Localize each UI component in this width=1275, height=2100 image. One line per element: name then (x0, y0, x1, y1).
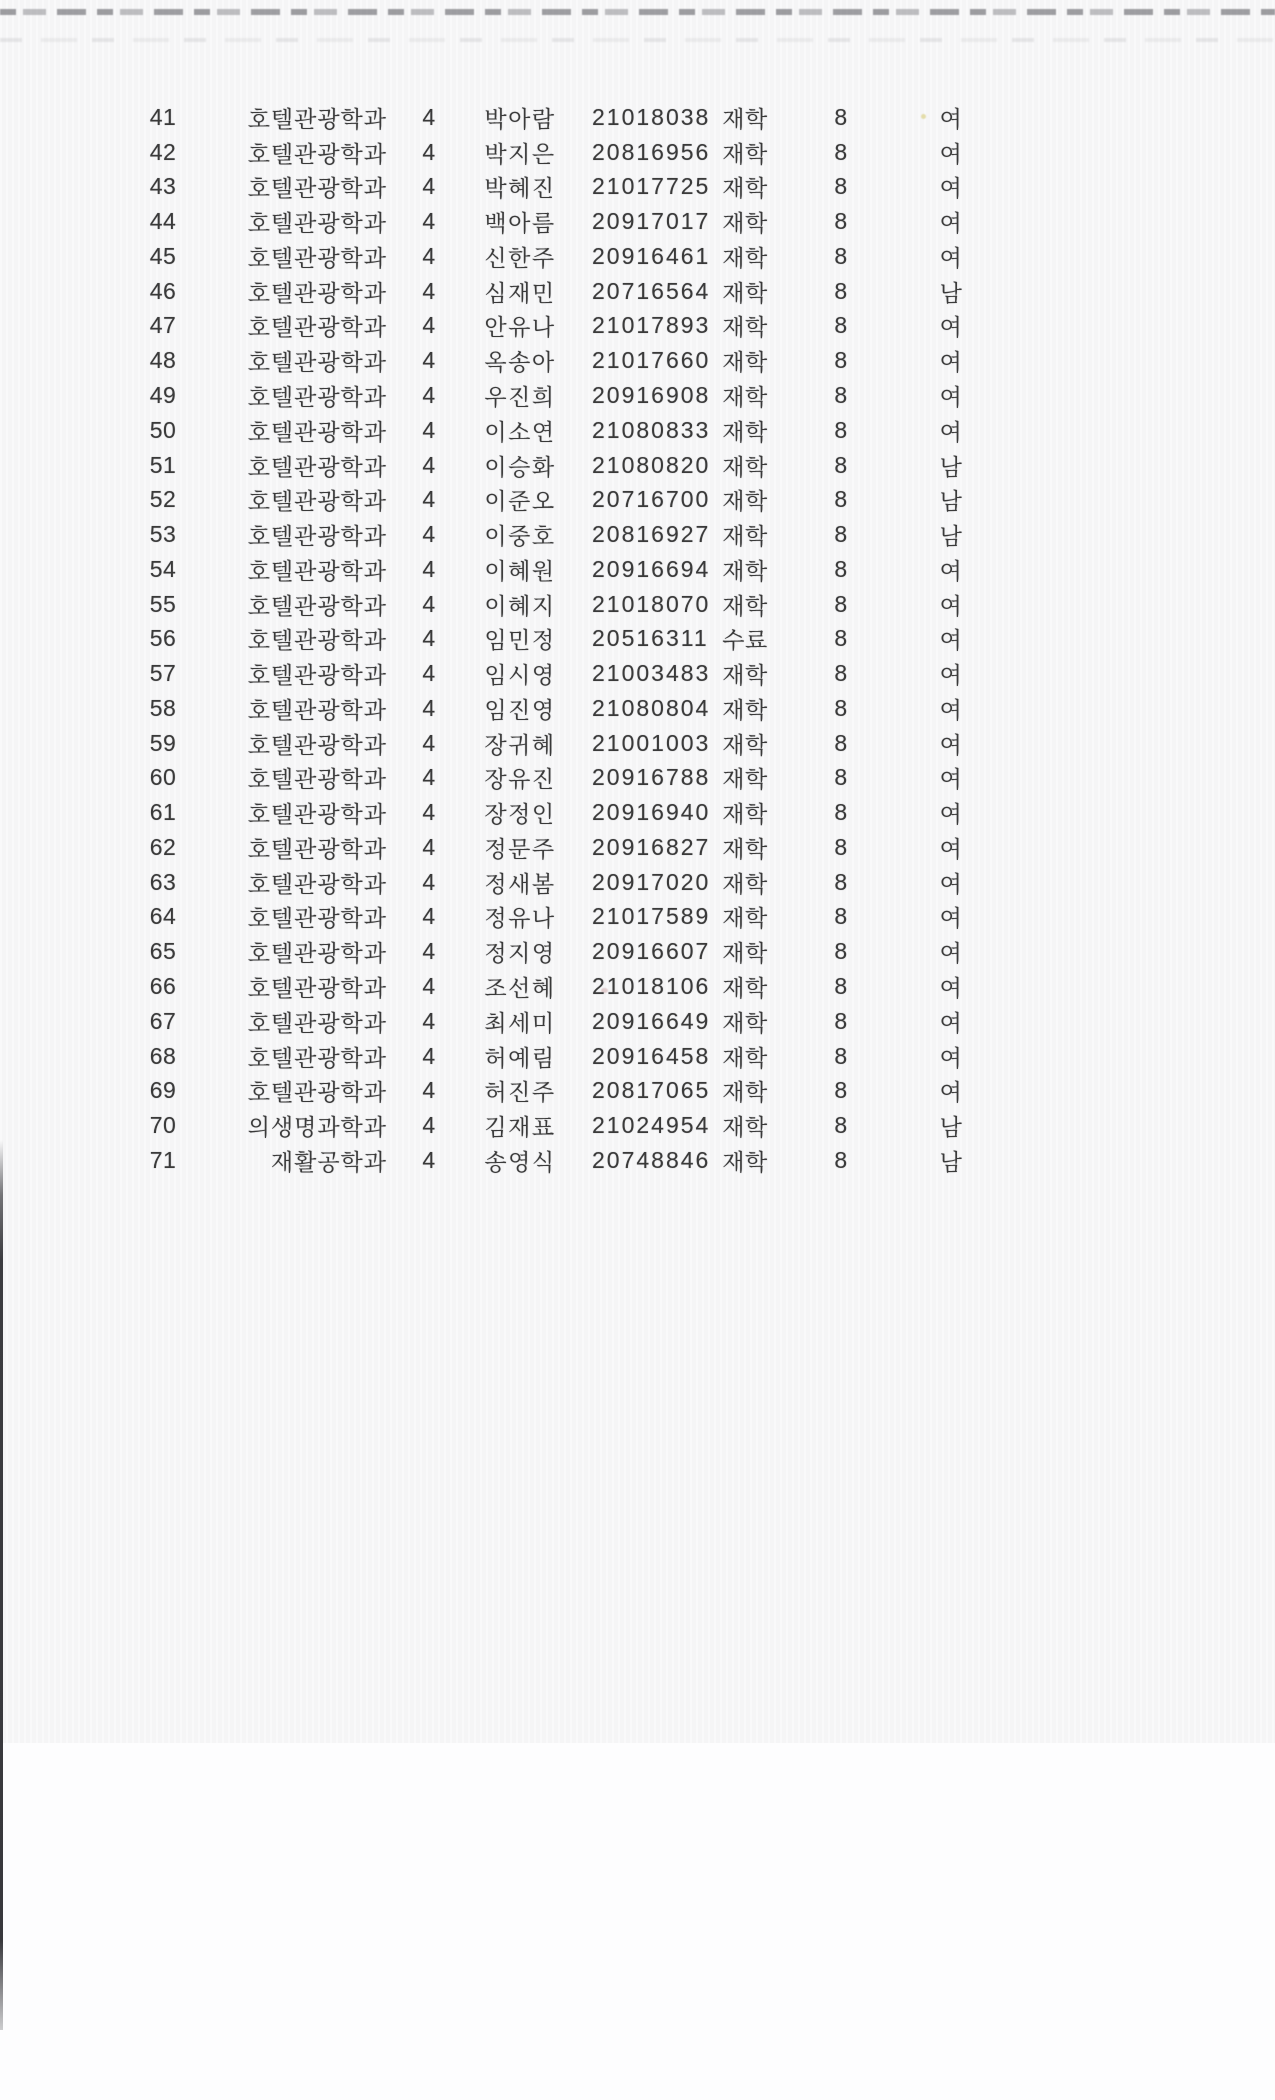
grade-cell: 4 (422, 451, 436, 478)
table-row (110, 934, 1018, 969)
grade-cell: 4 (422, 903, 436, 930)
table-row (110, 239, 1018, 274)
enrollment-status-cell: 수료 (722, 627, 768, 654)
semester-cell: 8 (834, 903, 848, 930)
enrollment-status-cell: 재학 (722, 488, 768, 515)
student-id-cell: 21024954 (592, 1112, 711, 1139)
row-number: 54 (149, 555, 177, 582)
gender-cell: 여 (939, 662, 963, 689)
enrollment-status-cell: 재학 (722, 210, 768, 237)
gender-cell: 여 (939, 592, 963, 619)
semester-cell: 8 (834, 694, 848, 721)
student-id-cell: 21017660 (592, 347, 711, 374)
grade-cell: 4 (422, 277, 436, 304)
department-cell: 호텔관광학과 (247, 766, 387, 793)
student-name-cell: 박혜진 (484, 175, 556, 202)
gender-cell: 여 (939, 210, 963, 237)
row-number: 64 (149, 903, 177, 930)
student-name-cell: 이중호 (484, 523, 556, 550)
department-cell: 의생명과학과 (247, 1114, 387, 1141)
semester-cell: 8 (834, 973, 848, 1000)
semester-cell: 8 (834, 103, 848, 130)
semester-cell: 8 (834, 555, 848, 582)
table-row (110, 482, 1018, 517)
student-id-cell: 20816927 (592, 521, 711, 548)
row-number: 70 (149, 1112, 177, 1139)
student-roster-table (110, 100, 1018, 1178)
department-cell: 호텔관광학과 (247, 835, 387, 862)
row-number: 55 (149, 590, 177, 617)
gender-cell: 여 (939, 349, 963, 376)
student-id-cell: 20916788 (592, 764, 711, 791)
grade-cell: 4 (422, 1077, 436, 1104)
row-number: 51 (149, 451, 177, 478)
student-id-cell: 21080820 (592, 451, 711, 478)
gender-cell: 여 (939, 731, 963, 758)
student-name-cell: 이혜지 (484, 592, 556, 619)
row-number: 58 (149, 694, 177, 721)
student-id-cell: 20916607 (592, 938, 711, 965)
table-row (110, 1073, 1018, 1108)
enrollment-status-cell: 재학 (722, 175, 768, 202)
grade-cell: 4 (422, 1146, 436, 1173)
enrollment-status-cell: 재학 (722, 418, 768, 445)
department-cell: 호텔관광학과 (247, 140, 387, 167)
table-row (110, 204, 1018, 239)
table-row (110, 378, 1018, 413)
student-id-cell: 21080804 (592, 694, 711, 721)
student-id-cell: 20917020 (592, 868, 711, 895)
table-row (110, 274, 1018, 309)
scan-noise-band-top (0, 9, 1275, 15)
semester-cell: 8 (834, 625, 848, 652)
grade-cell: 4 (422, 1112, 436, 1139)
grade-cell: 4 (422, 938, 436, 965)
student-id-cell: 20916649 (592, 1007, 711, 1034)
gender-cell: 여 (939, 870, 963, 897)
grade-cell: 4 (422, 312, 436, 339)
student-id-cell: 21017589 (592, 903, 711, 930)
row-number: 57 (149, 660, 177, 687)
student-id-cell: 20916458 (592, 1042, 711, 1069)
department-cell: 호텔관광학과 (247, 384, 387, 410)
department-cell: 호텔관광학과 (247, 175, 387, 202)
enrollment-status-cell: 재학 (722, 731, 768, 758)
semester-cell: 8 (834, 208, 848, 235)
student-name-cell: 신한주 (484, 244, 556, 271)
table-row (110, 621, 1018, 656)
gender-cell: 남 (939, 1148, 963, 1175)
semester-cell: 8 (834, 868, 848, 895)
table-row (110, 969, 1018, 1004)
row-number: 67 (149, 1007, 177, 1034)
department-cell: 호텔관광학과 (247, 244, 387, 271)
department-cell: 호텔관광학과 (247, 105, 387, 132)
grade-cell: 4 (422, 1007, 436, 1034)
row-number: 46 (149, 277, 177, 304)
enrollment-status-cell: 재학 (722, 523, 768, 550)
department-cell: 호텔관광학과 (247, 453, 387, 480)
enrollment-status-cell: 재학 (722, 557, 768, 584)
semester-cell: 8 (834, 242, 848, 269)
student-name-cell: 임민정 (484, 627, 556, 654)
row-number: 42 (149, 138, 177, 165)
row-number: 49 (149, 382, 177, 408)
row-number: 43 (149, 173, 177, 200)
table-row (110, 135, 1018, 170)
table-row (110, 100, 1018, 135)
row-number: 65 (149, 938, 177, 965)
table-row (110, 900, 1018, 935)
semester-cell: 8 (834, 486, 848, 513)
enrollment-status-cell: 재학 (722, 835, 768, 862)
grade-cell: 4 (422, 868, 436, 895)
department-cell: 호텔관광학과 (247, 210, 387, 237)
department-cell: 호텔관광학과 (247, 1044, 387, 1071)
grade-cell: 4 (422, 973, 436, 1000)
table-row (110, 1039, 1018, 1074)
enrollment-status-cell: 재학 (722, 975, 768, 1002)
semester-cell: 8 (834, 521, 848, 548)
semester-cell: 8 (834, 1112, 848, 1139)
gender-cell: 여 (939, 940, 963, 967)
row-number: 41 (149, 103, 177, 130)
page-edge-shadow-line (0, 1140, 3, 2030)
table-row (110, 691, 1018, 726)
grade-cell: 4 (422, 103, 436, 130)
student-name-cell: 정지영 (484, 940, 556, 967)
enrollment-status-cell: 재학 (722, 662, 768, 689)
grade-cell: 4 (422, 555, 436, 582)
student-id-cell: 20916694 (592, 555, 711, 582)
row-number: 68 (149, 1042, 177, 1069)
row-number: 71 (149, 1146, 177, 1173)
gender-cell: 여 (939, 244, 963, 271)
grade-cell: 4 (422, 416, 436, 443)
grade-cell: 4 (422, 138, 436, 165)
student-name-cell: 허진주 (484, 1079, 556, 1106)
semester-cell: 8 (834, 1042, 848, 1069)
semester-cell: 8 (834, 1077, 848, 1104)
student-name-cell: 정문주 (484, 835, 556, 862)
student-id-cell: 21080833 (592, 416, 711, 443)
scanner-bed-area (0, 1743, 1275, 2100)
department-cell: 호텔관광학과 (247, 523, 387, 550)
grade-cell: 4 (422, 486, 436, 513)
table-row (110, 726, 1018, 761)
department-cell: 호텔관광학과 (247, 627, 387, 654)
student-name-cell: 이소연 (484, 418, 556, 445)
student-name-cell: 김재표 (484, 1114, 556, 1141)
semester-cell: 8 (834, 138, 848, 165)
student-id-cell: 20817065 (592, 1077, 711, 1104)
row-number: 45 (149, 242, 177, 269)
department-cell: 호텔관광학과 (247, 870, 387, 897)
gender-cell: 여 (939, 557, 963, 584)
department-cell: 호텔관광학과 (247, 314, 387, 341)
student-name-cell: 최세미 (484, 1009, 556, 1036)
student-name-cell: 정유나 (484, 905, 556, 932)
gender-cell: 남 (939, 523, 963, 550)
grade-cell: 4 (422, 764, 436, 791)
student-name-cell: 안유나 (484, 314, 556, 341)
grade-cell: 4 (422, 382, 436, 408)
student-id-cell: 20916940 (592, 799, 711, 826)
gender-cell: 여 (939, 1009, 963, 1036)
enrollment-status-cell: 재학 (722, 314, 768, 341)
row-number: 52 (149, 486, 177, 513)
row-number: 48 (149, 347, 177, 374)
semester-cell: 8 (834, 173, 848, 200)
enrollment-status-cell: 재학 (722, 453, 768, 480)
row-number: 66 (149, 973, 177, 1000)
gender-cell: 남 (939, 453, 963, 480)
grade-cell: 4 (422, 173, 436, 200)
grade-cell: 4 (422, 590, 436, 617)
department-cell: 호텔관광학과 (247, 940, 387, 967)
table-row (110, 865, 1018, 900)
enrollment-status-cell: 재학 (722, 1148, 768, 1175)
table-row (110, 413, 1018, 448)
student-name-cell: 정새봄 (484, 870, 556, 897)
semester-cell: 8 (834, 660, 848, 687)
row-number: 62 (149, 833, 177, 860)
semester-cell: 8 (834, 347, 848, 374)
student-name-cell: 옥송아 (484, 349, 556, 376)
grade-cell: 4 (422, 347, 436, 374)
student-name-cell: 심재민 (484, 279, 556, 306)
row-number: 60 (149, 764, 177, 791)
gender-cell: 여 (939, 140, 963, 167)
department-cell: 호텔관광학과 (247, 349, 387, 376)
student-name-cell: 박아람 (484, 105, 556, 132)
enrollment-status-cell: 재학 (722, 349, 768, 376)
student-id-cell: 21017893 (592, 312, 711, 339)
table-row (110, 656, 1018, 691)
enrollment-status-cell: 재학 (722, 279, 768, 306)
table-row (110, 761, 1018, 796)
table-row (110, 1004, 1018, 1039)
gender-cell: 남 (939, 1114, 963, 1141)
row-number: 47 (149, 312, 177, 339)
semester-cell: 8 (834, 451, 848, 478)
enrollment-status-cell: 재학 (722, 140, 768, 167)
table-row (110, 587, 1018, 622)
gender-cell: 남 (939, 488, 963, 515)
student-id-cell: 20816956 (592, 138, 711, 165)
gender-cell: 여 (939, 975, 963, 1002)
grade-cell: 4 (422, 833, 436, 860)
grade-cell: 4 (422, 660, 436, 687)
semester-cell: 8 (834, 1146, 848, 1173)
student-name-cell: 장귀혜 (484, 731, 556, 758)
department-cell: 호텔관광학과 (247, 557, 387, 584)
gender-cell: 여 (939, 835, 963, 862)
student-id-cell: 20516311 (592, 625, 709, 652)
student-id-cell: 20916908 (592, 382, 711, 408)
semester-cell: 8 (834, 416, 848, 443)
department-cell: 호텔관광학과 (247, 418, 387, 445)
table-row (110, 1143, 1018, 1178)
row-number: 61 (149, 799, 177, 826)
gender-cell: 여 (939, 801, 963, 828)
enrollment-status-cell: 재학 (722, 105, 768, 132)
table-row (110, 448, 1018, 483)
row-number: 50 (149, 416, 177, 443)
table-row (110, 517, 1018, 552)
grade-cell: 4 (422, 208, 436, 235)
gender-cell: 여 (939, 1044, 963, 1071)
enrollment-status-cell: 재학 (722, 592, 768, 619)
scan-noise-band-secondary (0, 38, 1275, 42)
student-name-cell: 이준오 (484, 488, 556, 515)
student-name-cell: 허예림 (484, 1044, 556, 1071)
enrollment-status-cell: 재학 (722, 905, 768, 932)
row-number: 56 (149, 625, 177, 652)
semester-cell: 8 (834, 833, 848, 860)
grade-cell: 4 (422, 242, 436, 269)
semester-cell: 8 (834, 590, 848, 617)
gender-cell: 여 (939, 105, 963, 132)
student-id-cell: 21001003 (592, 729, 711, 756)
enrollment-status-cell: 재학 (722, 1009, 768, 1036)
department-cell: 호텔관광학과 (247, 279, 387, 306)
row-number: 63 (149, 868, 177, 895)
grade-cell: 4 (422, 521, 436, 548)
student-name-cell: 이혜원 (484, 557, 556, 584)
student-name-cell: 백아름 (484, 210, 556, 237)
row-number: 69 (149, 1077, 177, 1104)
semester-cell: 8 (834, 382, 848, 408)
department-cell: 호텔관광학과 (247, 662, 387, 689)
department-cell: 호텔관광학과 (247, 488, 387, 515)
table-row (110, 170, 1018, 205)
department-cell: 호텔관광학과 (247, 1009, 387, 1036)
enrollment-status-cell: 재학 (722, 766, 768, 793)
gender-cell: 여 (939, 1079, 963, 1106)
table-row (110, 1108, 1018, 1143)
student-name-cell: 장정인 (484, 801, 556, 828)
gender-cell: 여 (939, 175, 963, 202)
student-id-cell: 20716700 (592, 486, 711, 513)
department-cell: 호텔관광학과 (247, 1079, 387, 1106)
grade-cell: 4 (422, 729, 436, 756)
student-id-cell: 20916827 (592, 833, 711, 860)
enrollment-status-cell: 재학 (722, 696, 768, 723)
table-row (110, 309, 1018, 344)
gender-cell: 여 (939, 384, 963, 410)
gender-cell: 여 (939, 627, 963, 654)
table-row (110, 343, 1018, 378)
student-id-cell: 21018038 (592, 103, 711, 130)
enrollment-status-cell: 재학 (722, 384, 768, 410)
gender-cell: 여 (939, 314, 963, 341)
semester-cell: 8 (834, 312, 848, 339)
student-name-cell: 우진희 (484, 384, 556, 410)
department-cell: 호텔관광학과 (247, 905, 387, 932)
gender-cell: 남 (939, 279, 963, 306)
semester-cell: 8 (834, 729, 848, 756)
semester-cell: 8 (834, 938, 848, 965)
student-id-cell: 21018070 (592, 590, 711, 617)
table-row (110, 830, 1018, 865)
student-id-cell: 20917017 (592, 208, 711, 235)
department-cell: 호텔관광학과 (247, 975, 387, 1002)
enrollment-status-cell: 재학 (722, 244, 768, 271)
student-name-cell: 송영식 (484, 1148, 556, 1175)
student-id-cell: 21018106 (592, 973, 711, 1000)
department-cell: 호텔관광학과 (247, 696, 387, 723)
student-name-cell: 조선혜 (484, 975, 556, 1002)
gender-cell: 여 (939, 418, 963, 445)
row-number: 53 (149, 521, 177, 548)
semester-cell: 8 (834, 764, 848, 791)
semester-cell: 8 (834, 277, 848, 304)
semester-cell: 8 (834, 799, 848, 826)
student-id-cell: 21017725 (592, 173, 711, 200)
row-number: 59 (149, 729, 177, 756)
semester-cell: 8 (834, 1007, 848, 1034)
enrollment-status-cell: 재학 (722, 1044, 768, 1071)
enrollment-status-cell: 재학 (722, 1079, 768, 1106)
student-id-cell: 21003483 (592, 660, 711, 687)
enrollment-status-cell: 재학 (722, 801, 768, 828)
student-id-cell: 20916461 (592, 242, 711, 269)
grade-cell: 4 (422, 625, 436, 652)
enrollment-status-cell: 재학 (722, 1114, 768, 1141)
table-row (110, 552, 1018, 587)
student-id-cell: 20716564 (592, 277, 711, 304)
student-name-cell: 임진영 (484, 696, 556, 723)
student-name-cell: 임시영 (484, 662, 556, 689)
department-cell: 호텔관광학과 (247, 592, 387, 619)
student-name-cell: 장유진 (484, 766, 556, 793)
student-name-cell: 박지은 (484, 140, 556, 167)
gender-cell: 여 (939, 766, 963, 793)
enrollment-status-cell: 재학 (722, 870, 768, 897)
department-cell: 재활공학과 (270, 1148, 387, 1175)
student-id-cell: 20748846 (592, 1146, 711, 1173)
grade-cell: 4 (422, 694, 436, 721)
grade-cell: 4 (422, 799, 436, 826)
gender-cell: 여 (939, 696, 963, 723)
student-name-cell: 이승화 (484, 453, 556, 480)
department-cell: 호텔관광학과 (247, 731, 387, 758)
grade-cell: 4 (422, 1042, 436, 1069)
department-cell: 호텔관광학과 (247, 801, 387, 828)
gender-cell: 여 (939, 905, 963, 932)
enrollment-status-cell: 재학 (722, 940, 768, 967)
row-number: 44 (149, 208, 177, 235)
table-row (110, 795, 1018, 830)
